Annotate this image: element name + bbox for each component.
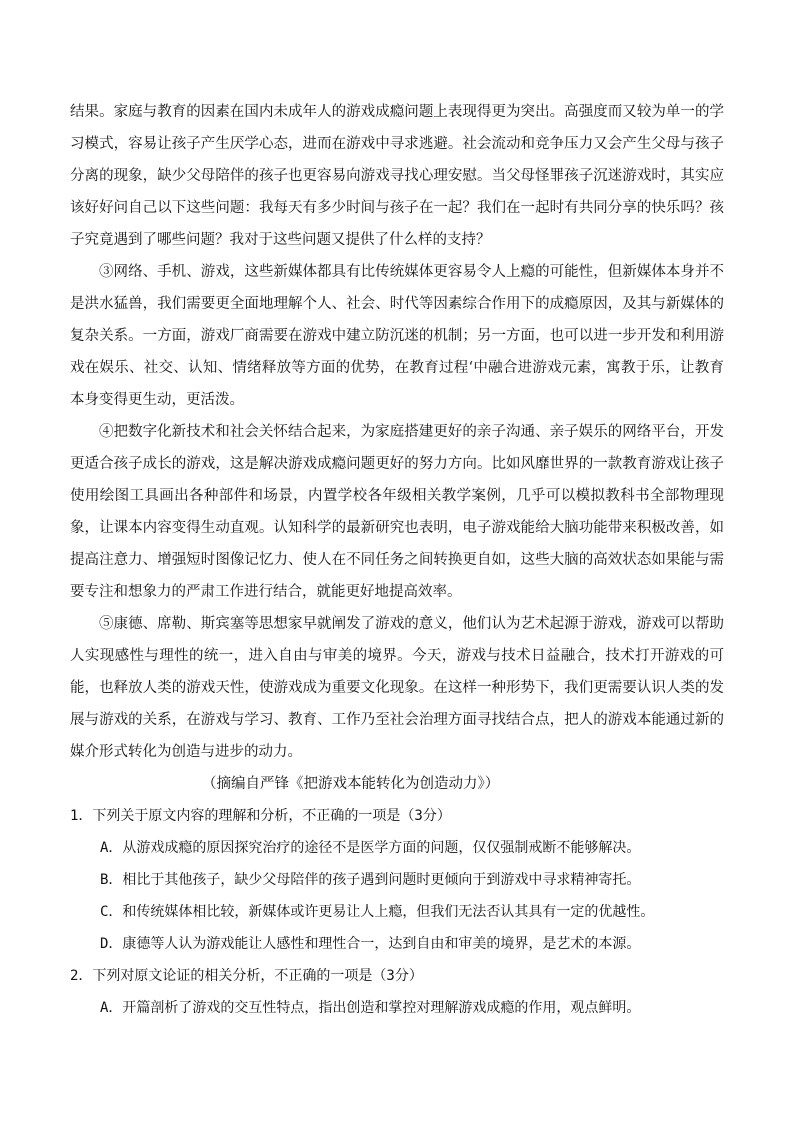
paragraph-4: ④把数字化新技术和社会关怀结合起来，为家庭搭建更好的亲子沟通、亲子娱乐的网络平台，开发更适合孩子成长的游戏，这是解决游戏成瘾问题更好的努力方向。比如风靡世界的一款教育游戏让孩子使用绘图工具画出各种部件和场景，内置学校各年级相关教学案例，几乎可以模拟教科书全部物理现象，让课本内容变得生动直观。认知科学的最新研究也表明，电子游戏能给大脑功能带来积极改善，如提高注意力、增强短时图像记忆力、使人在不同任务之间转换更自如，这些大脑的高效状态如果能与需要专注和想象力的严肃工作进行结合，就能更好地提高效率。 (70, 424, 724, 600)
paragraph-5: ⑤康德、席勒、斯宾塞等思想家早就阐发了游戏的意义，他们认为艺术起源于游戏，游戏可以帮助人实现感性与理性的统一，进入自由与审美的境界。今天，游戏与技术日益融合，技术打开游戏的可能，也释放人类的游戏天性，使游戏成为重要文化现象。在这样一种形势下，我们更需要认识人类的发展与游戏的关系，在游戏与学习、教育、工作乃至社会治理方面寻找结合点，把人的游戏本能通过新的媒介形式转化为创造与进步的动力。 (70, 616, 724, 760)
question-1-stem: 1．下列关于原文内容的理解和分析，不正确的一项是（3分） (70, 808, 451, 824)
article-body (70, 96, 724, 1024)
article-source: （摘编自严锋《把游戏本能转化为创造动力》） (202, 776, 500, 792)
question-1-option-d: D．康德等人认为游戏能让人感性和理性合一，达到自由和审美的境界，是艺术的本源。 (100, 936, 641, 952)
paragraph-3: ③网络、手机、游戏，这些新媒体都具有比传统媒体更容易令人上瘾的可能性，但新媒体本身并不是洪水猛兽，我们需要更全面地理解个人、社会、时代等因素综合作用下的成瘾原因，及其与新媒体的复杂关系。一方面，游戏厂商需要在游戏中建立防沉迷的机制；另一方面，也可以进一步开发和利用游戏在娱乐、社交、认知、情绪释放等方面的优势，在教育过程‘中融合进游戏元素，寓教于乐，让教育本身变得更生动，更活泼。 (70, 264, 724, 408)
question-1-option-c: C．和传统媒体相比较，新媒体或许更易让人上瘾，但我们无法否认其具有一定的优越性。 (100, 904, 655, 920)
question-1-option-b: B．相比于其他孩子，缺少父母陪伴的孩子遇到问题时更倾向于到游戏中寻求精神寄托。 (100, 872, 641, 888)
paragraph-continued: 结果。家庭与教育的因素在国内未成年人的游戏成瘾问题上表现得更为突出。高强度而又较为单一的学习模式，容易让孩子产生厌学心态，进而在游戏中寻求逃避。社会流动和竞争压力又会产生父母与孩子分离的现象，缺少父母陪伴的孩子也更容易向游戏寻找心理安慰。当父母怪罪孩子沉迷游戏时，其实应该好好问自己以下这些问题：我每天有多少时间与孩子在一起？我们在一起时有共同分享的快乐吗？孩子究竟遇到了哪些问题？我对于这些问题又提供了什么样的支持？ (70, 104, 724, 248)
question-2-stem: 2．下列对原文论证的相关分析，不正确的一项是（3分） (70, 968, 423, 984)
question-2-option-a: A．开篇剖析了游戏的交互性特点，指出创造和掌控对理解游戏成瘾的作用，观点鲜明。 (100, 1000, 641, 1016)
question-1-option-a: A．从游戏成瘾的原因探究治疗的途径不是医学方面的问题，仅仅强制戒断不能够解决。 (100, 840, 641, 856)
